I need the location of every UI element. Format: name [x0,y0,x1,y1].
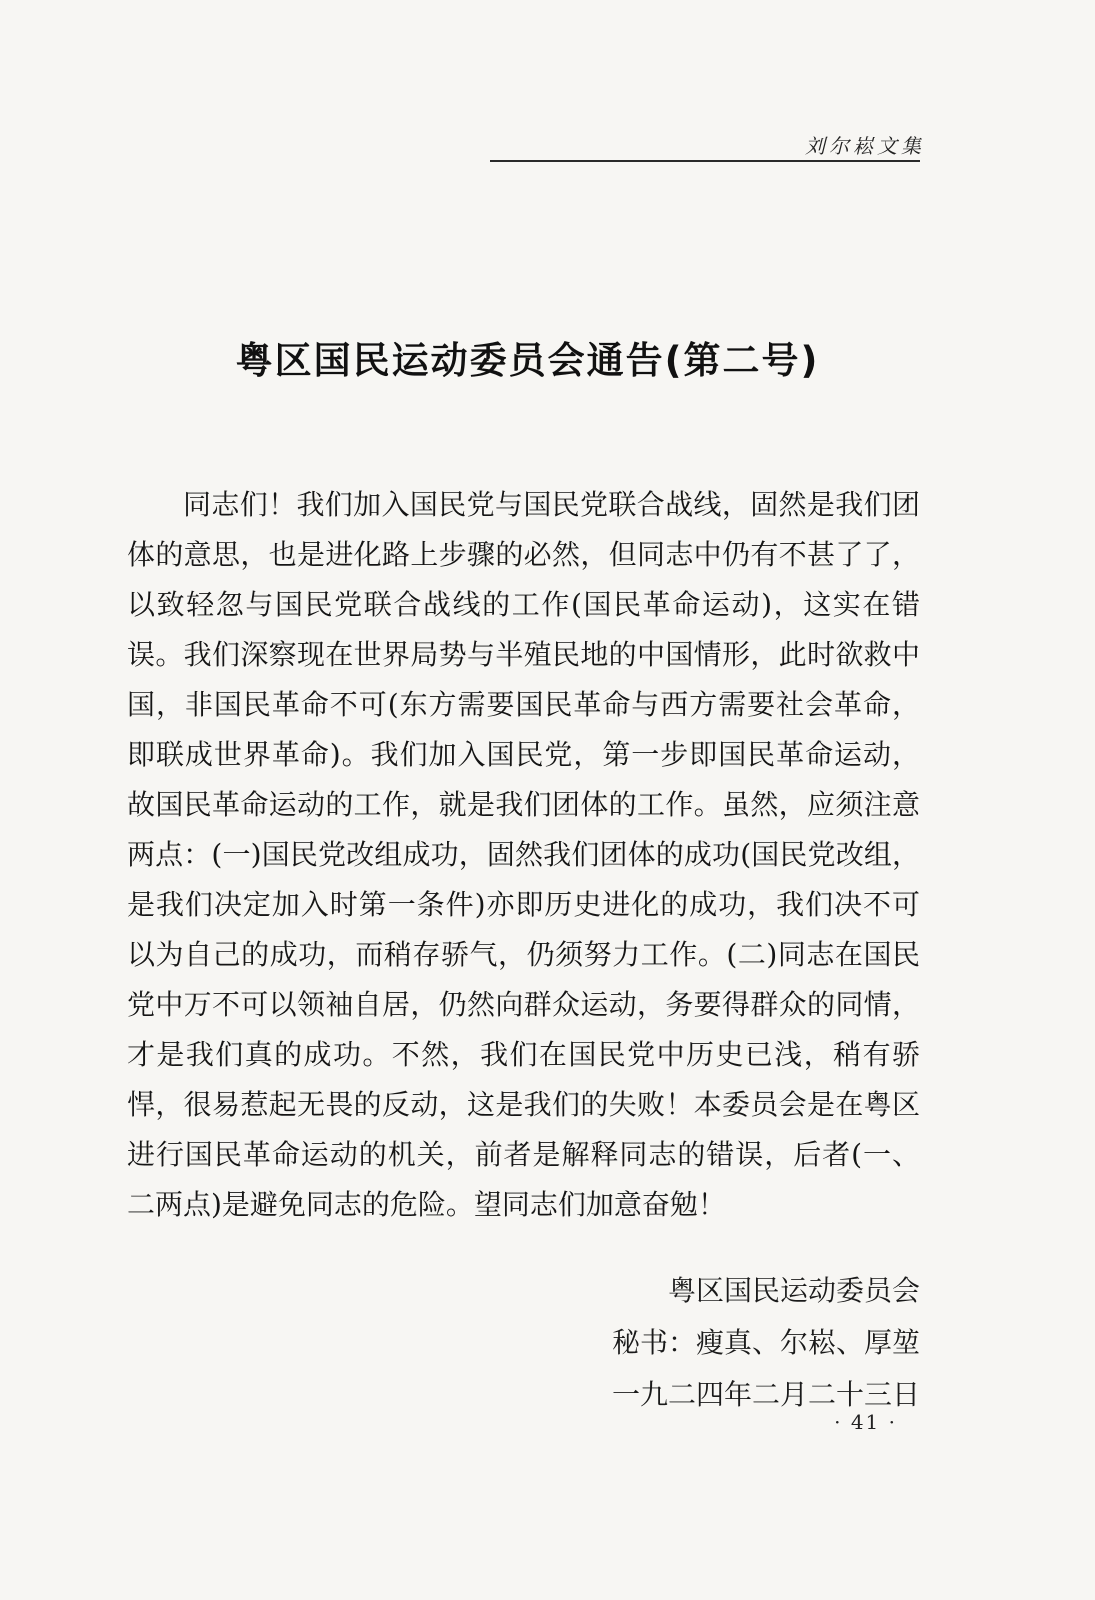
document-title: 粤区国民运动委员会通告(第二号) [235,339,820,382]
running-header-book-title: 刘尔崧文集 [805,134,925,158]
signature-date: 一九二四年二月二十三日 [611,1378,920,1411]
signature-organization: 粤区国民运动委员会 [667,1274,920,1307]
page-number: · 41 · [834,1410,897,1434]
signature-secretaries: 秘书：瘦真、尔崧、厚堃 [611,1326,920,1359]
header-rule [490,160,920,162]
signature-block [612,1265,920,1421]
body-paragraph: 同志们！我们加入国民党与国民党联合战线，固然是我们团体的意思，也是进化路上步骤的必然，但同志中仍有不甚了了，以致轻忽与国民党联合战线的工作(国民革命运动)，这实在错误。我们深察现在世界局势与半殖民地的中国情形，此时欲救中国，非国民革命不可(东方需要国民革命与西方需要社会革命，即联成世界革命)。我们加入国民党，第一步即国民革命运动，故国民革命运动的工作，就是我们团体的工作。虽然，应须注意两点：(一)国民党改组成功，固然我们团体的成功(国民党改组，是我们决定加入时第一条件)亦即历史进化的成功，我们决不可以为自己的成功，而稍存骄气，仍须努力工作。(二)同志在国民党中万不可以领袖自居，仍然向群众运动，务要得群众的同情，才是我们真的成功。不然，我们在国民党中历史已浅，稍有骄悍，很易惹起无畏的反动，这是我们的失败！本委员会是在粤区进行国民革命运动的机关，前者是解释同志的错误，后者(一、二两点)是避免同志的危险。望同志们加意奋勉！ [127,488,920,1221]
